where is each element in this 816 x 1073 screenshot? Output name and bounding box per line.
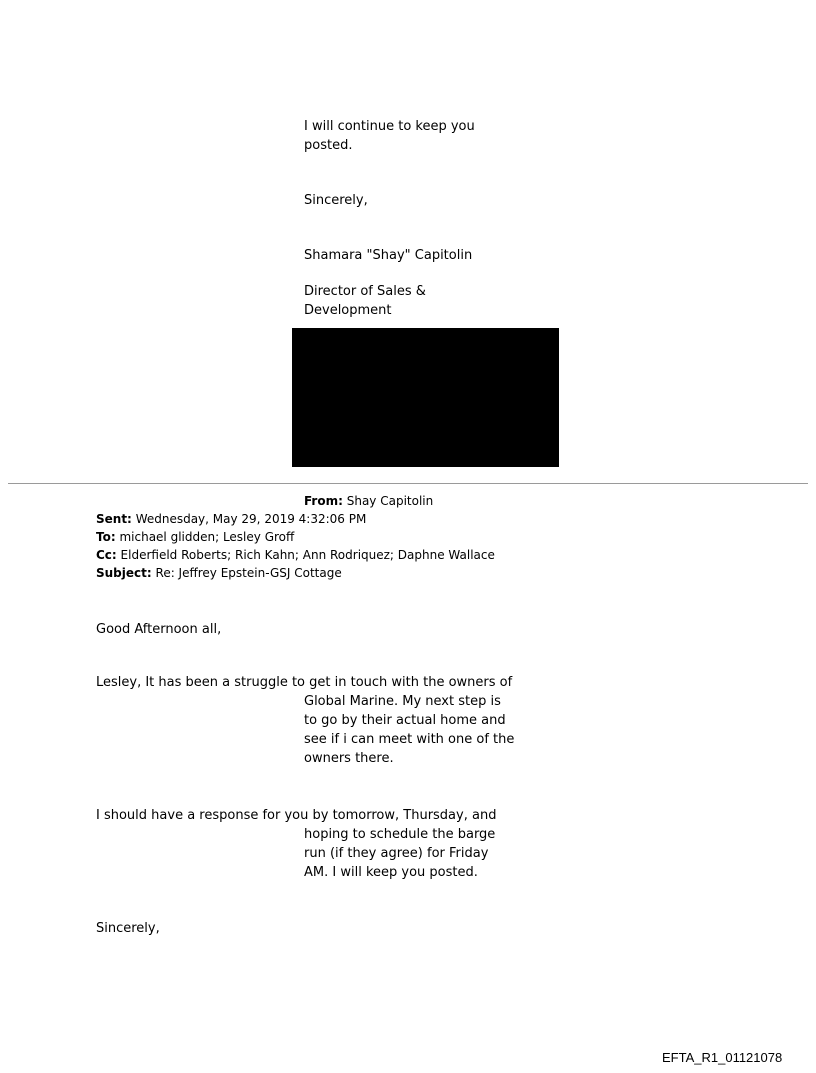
para1-line-2: Global Marine. My next step is (304, 694, 501, 709)
cc-line (96, 546, 495, 564)
cc-label: Cc: (96, 548, 117, 562)
para2-line-1: I should have a response for you by tomorrow, Thursday, and (96, 808, 497, 823)
document-id: EFTA_R1_01121078 (662, 1050, 783, 1065)
to-label: To: (96, 530, 116, 544)
para2-line-2: hoping to schedule the barge (304, 827, 496, 842)
redaction-block (292, 328, 559, 467)
para1-line-3: to go by their actual home and (304, 713, 506, 728)
to-value: michael glidden; Lesley Groff (119, 530, 295, 544)
to-line (96, 528, 294, 546)
signer-title-line-1: Director of Sales & (304, 284, 426, 299)
closing-line-1: I will continue to keep you (304, 119, 475, 134)
sent-value: Wednesday, May 29, 2019 4:32:06 PM (135, 512, 367, 526)
sent-line (96, 510, 366, 528)
signer-title-line-2: Development (304, 303, 392, 318)
cc-value: Elderfield Roberts; Rich Kahn; Ann Rodriquez; Daphne Wallace (120, 548, 495, 562)
subject-line (96, 564, 342, 582)
prior-valediction: Sincerely, (304, 193, 368, 208)
from-label: From: (304, 494, 343, 508)
signer-name: Shamara "Shay" Capitolin (304, 248, 473, 263)
closing-line-2: posted. (304, 138, 353, 153)
from-line (304, 492, 433, 510)
para1-line-1: Lesley, It has been a struggle to get in touch with the owners of (96, 675, 513, 690)
para1-line-4: see if i can meet with one of the (304, 732, 515, 747)
body-valediction: Sincerely, (96, 921, 160, 936)
subject-value: Re: Jeffrey Epstein-GSJ Cottage (155, 566, 342, 580)
para2-line-4: AM. I will keep you posted. (304, 865, 478, 880)
para2-line-3: run (if they agree) for Friday (304, 846, 489, 861)
para1-line-5: owners there. (304, 751, 394, 766)
sent-label: Sent: (96, 512, 132, 526)
from-value: Shay Capitolin (346, 494, 434, 508)
greeting: Good Afternoon all, (96, 622, 222, 637)
header-divider (8, 483, 808, 484)
subject-label: Subject: (96, 566, 152, 580)
